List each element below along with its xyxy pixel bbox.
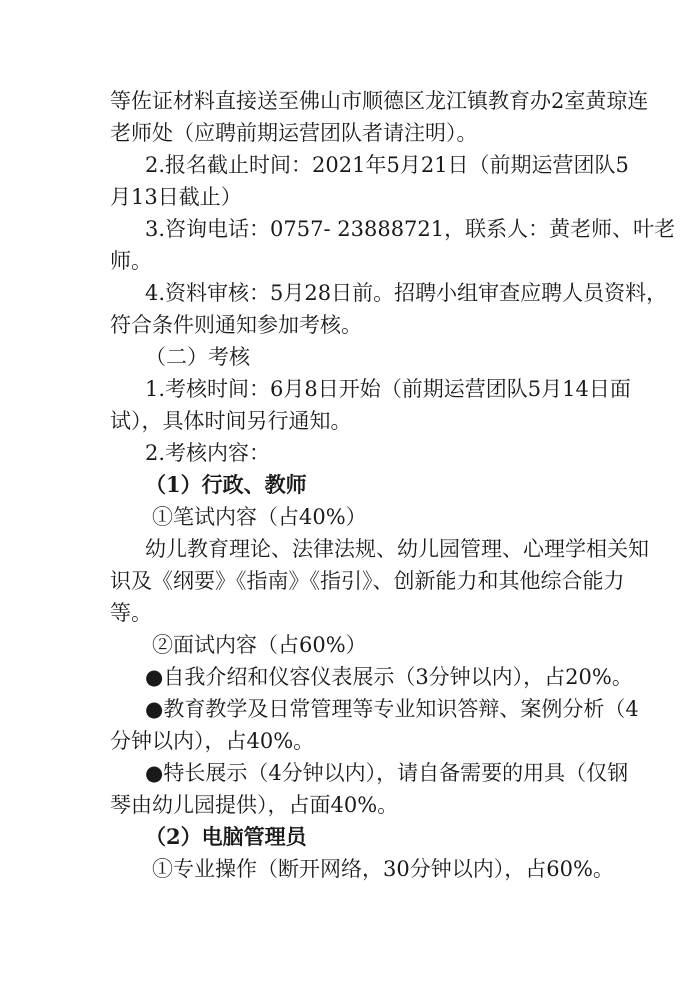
text-line-10: 1.考核时间：6月8日开始（前期运营团队5月14日面 <box>145 377 631 401</box>
text-line-12: 2.考核内容： <box>145 441 271 465</box>
bullet-item-1: ●自我介绍和仪容仪表展示（3分钟以内），占20%。 <box>145 665 633 689</box>
text-line-4: 月13日截止） <box>110 185 242 209</box>
text-line-2: 老师处（应聘前期运营团队者请注明）。 <box>110 121 478 145</box>
text-line-23: 琴由幼儿园提供），占面40%。 <box>110 793 399 817</box>
bullet-item-2: ●教育教学及日常管理等专业知识答辩、案例分析（4 <box>145 697 639 721</box>
bullet-item-3: ●特长展示（4分钟以内），请自备需要的用具（仅钢 <box>145 761 629 785</box>
subheading-computer-admin: （2）电脑管理员 <box>145 824 307 849</box>
text-line-14: ①笔试内容（占40%） <box>152 505 367 529</box>
text-line-6: 师。 <box>110 249 152 273</box>
text-line-21: 分钟以内），占40%。 <box>110 729 315 753</box>
text-line-11: 试），具体时间另行通知。 <box>110 409 352 433</box>
section-heading-assessment: （二）考核 <box>145 345 250 369</box>
text-line-1: 等佐证材料直接送至佛山市顺德区龙江镇教育办2室黄琼连 <box>110 89 649 113</box>
subheading-admin-teacher: （1）行政、教师 <box>145 472 307 497</box>
text-line-18: ②面试内容（占60%） <box>152 633 367 657</box>
text-line-17: 等。 <box>110 601 152 625</box>
text-line-15: 幼儿教育理论、法律法规、幼儿园管理、心理学相关知 <box>145 537 649 561</box>
text-line-25: ①专业操作（断开网络，30分钟以内），占60%。 <box>152 857 614 881</box>
text-line-8: 符合条件则通知参加考核。 <box>110 313 362 337</box>
text-line-16: 识及《纲要》《指南》《指引》、创新能力和其他综合能力 <box>110 569 625 593</box>
text-line-5: 3.咨询电话：0757- 23888721，联系人：黄老师、叶老 <box>145 217 676 241</box>
text-line-3: 2.报名截止时间：2021年5月21日（前期运营团队5 <box>145 153 629 177</box>
text-line-7: 4.资料审核：5月28日前。招聘小组审查应聘人员资料， <box>145 281 668 305</box>
